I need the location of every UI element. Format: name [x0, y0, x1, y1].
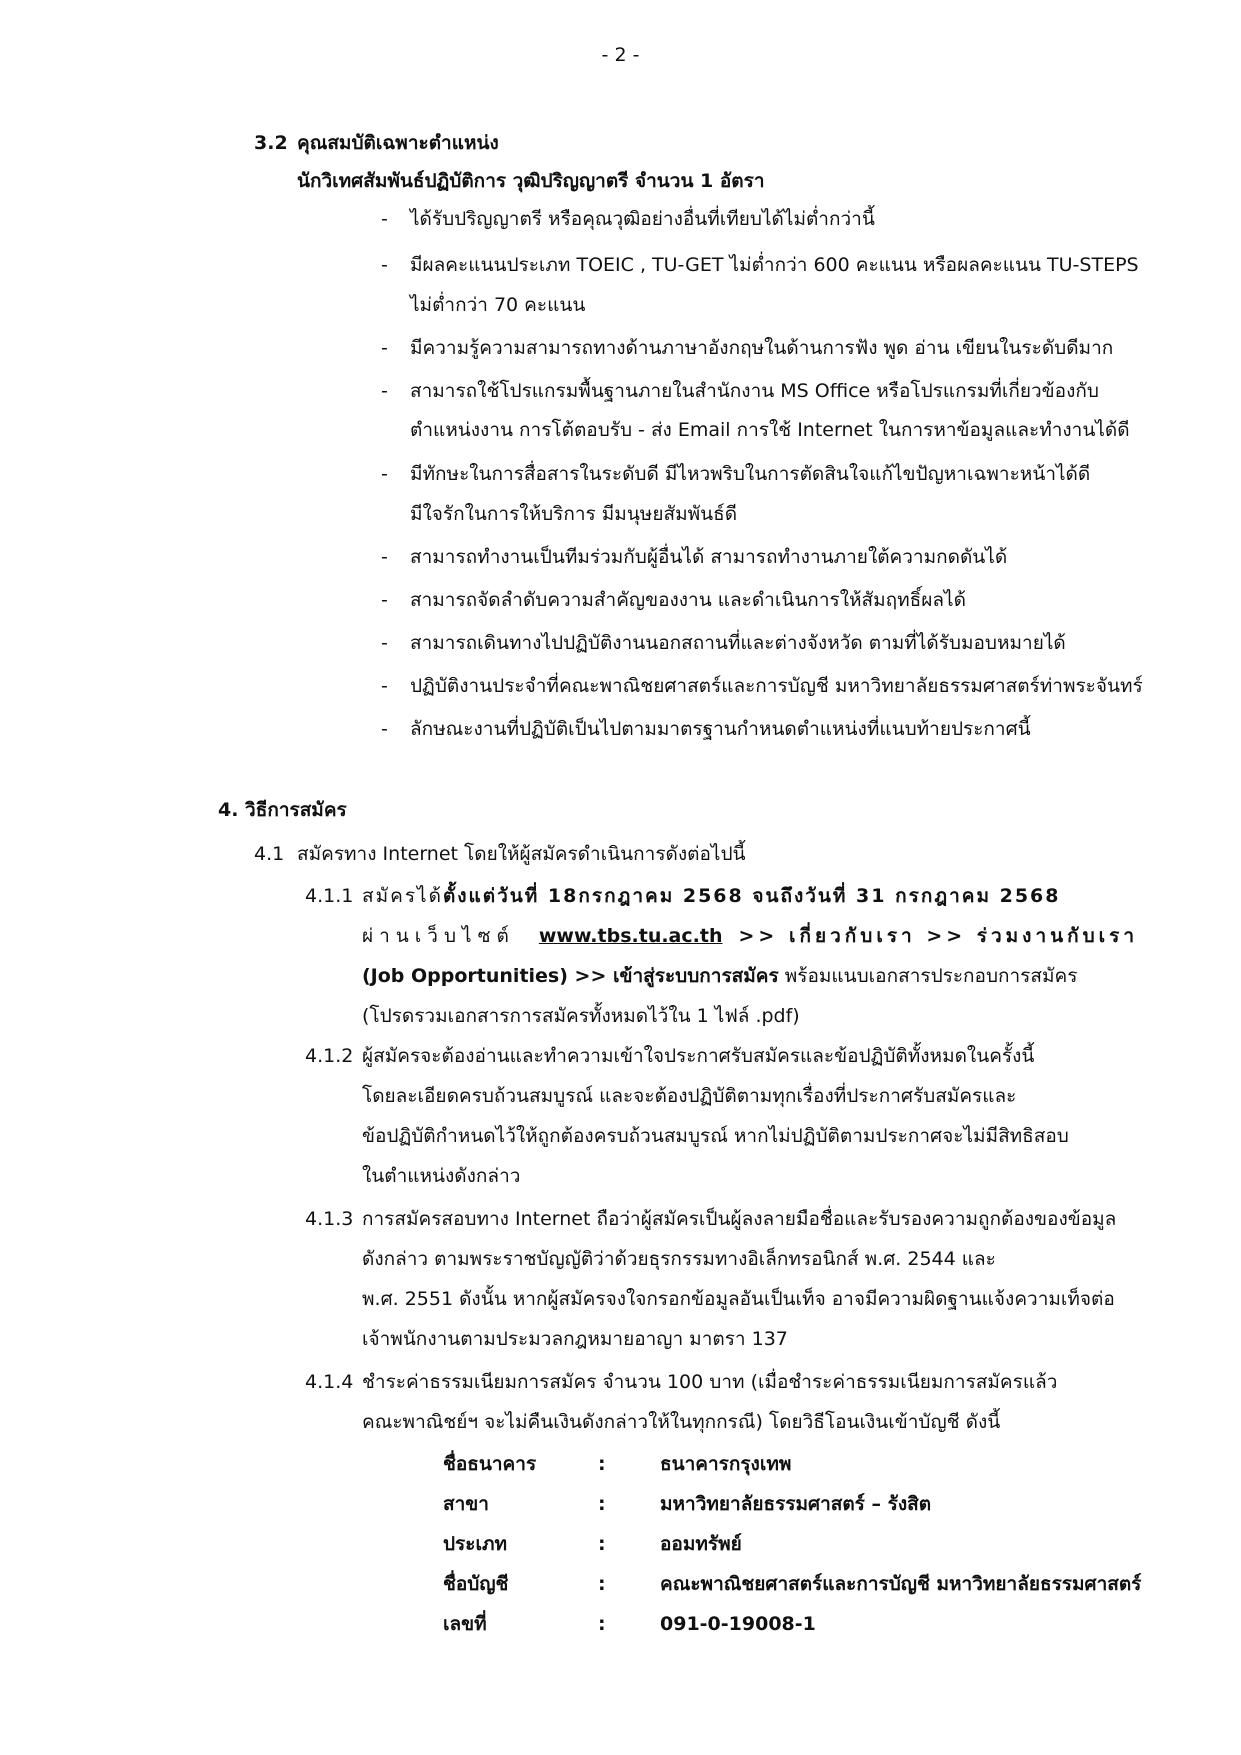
bullet-text: ปฏิบัติงานประจำที่คณะพาณิชยศาสตร์และการบัญชี มหาวิทยาลัยธรรมศาสตร์ท่าพระจันทร์ — [410, 675, 1143, 697]
bank-value: คณะพาณิชยศาสตร์และการบัญชี มหาวิทยาลัยธรรมศาสตร์ — [660, 1573, 1142, 1595]
bullet-dash: - — [381, 718, 388, 740]
item-4-1-2-line: ข้อปฏิบัติกำหนดไว้ให้ถูกต้องครบถ้วนสมบูรณ์ หากไม่ปฏิบัติตามประกาศจะไม่มีสิทธิสอบ — [362, 1125, 1069, 1147]
item-4-1-4-line: ชำระค่าธรรมเนียมการสมัคร จำนวน 100 บาท (เมื่อชำระค่าธรรมเนียมการสมัครแล้ว — [362, 1371, 1058, 1393]
bullet-text-continued: มีใจรักในการให้บริการ มีมนุษยสัมพันธ์ดี — [410, 503, 738, 525]
item-4-1-2-line: ผู้สมัครจะต้องอ่านและทำความเข้าใจประกาศรับสมัครและข้อปฏิบัติทั้งหมดในครั้งนี้ — [362, 1045, 1035, 1067]
website-prefix: ผ่านเว็บไซต์ — [362, 925, 515, 947]
bank-label: สาขา — [443, 1493, 489, 1515]
bullet-text-continued: ไม่ต่ำกว่า 70 คะแนน — [410, 294, 586, 316]
bullet-text: สามารถทำงานเป็นทีมร่วมกับผู้อื่นได้ สามารถทำงานภายใต้ความกดดันได้ — [410, 546, 1008, 568]
website-link[interactable]: www.tbs.tu.ac.th — [538, 925, 723, 947]
section-3-2-number: 3.2 — [254, 132, 288, 154]
item-4-1-1-prefix: สมัครได้ — [362, 885, 443, 907]
item-4-1-1-line-4: (โปรดรวมเอกสารการสมัครทั้งหมดไว้ใน 1 ไฟล์ .pdf) — [362, 1005, 800, 1027]
item-4-1-2-line: โดยละเอียดครบถ้วนสมบูรณ์ และจะต้องปฏิบัติตามทุกเรื่องที่ประกาศรับสมัครและ — [362, 1085, 1017, 1107]
item-4-1-1-line-3 — [362, 962, 1077, 990]
bank-value: 091-0-19008-1 — [660, 1613, 816, 1635]
bullet-dash: - — [381, 463, 388, 485]
bullet-text: มีความรู้ความสามารถทางด้านภาษาอังกฤษในด้านการฟัง พูด อ่าน เขียนในระดับดีมาก — [410, 337, 1114, 359]
item-4-1-3-line: ดังกล่าว ตามพระราชบัญญัติว่าด้วยธุรกรรมทางอิเล็กทรอนิกส์ พ.ศ. 2544 และ — [362, 1248, 996, 1270]
bullet-dash: - — [381, 589, 388, 611]
bullet-dash: - — [381, 337, 388, 359]
item-4-1-3-line: พ.ศ. 2551 ดังนั้น หากผู้สมัครจงใจกรอกข้อมูลอันเป็นเท็จ อาจมีความผิดฐานแจ้งความเท็จต่อ — [362, 1288, 1115, 1310]
bank-colon: : — [598, 1533, 606, 1555]
bank-label: เลขที่ — [443, 1613, 487, 1635]
section-3-2-heading: คุณสมบัติเฉพาะตำแหน่ง — [297, 132, 499, 154]
bullet-text-continued: ตำแหน่งงาน การโต้ตอบรับ - ส่ง Email การใช้ Internet ในการหาข้อมูลและทำงานได้ดี — [410, 419, 1130, 441]
item-4-1-4-line: คณะพาณิชย์ฯ จะไม่คืนเงินดังกล่าวให้ในทุกกรณี) โดยวิธีโอนเงินเข้าบัญชี ดังนี้ — [362, 1411, 1001, 1433]
bank-colon: : — [598, 1613, 606, 1635]
item-4-1-1-line-1 — [362, 882, 1060, 910]
item-4-1-3-line: เจ้าพนักงานตามประมวลกฎหมายอาญา มาตรา 137 — [362, 1328, 788, 1350]
bank-row-account-number — [443, 1610, 1163, 1638]
section-4-1-number: 4.1 — [254, 843, 285, 865]
item-4-1-3-line: การสมัครสอบทาง Internet ถือว่าผู้สมัครเป็นผู้ลงลายมือชื่อและรับรองความถูกต้องของข้อมูล — [362, 1208, 1117, 1230]
position-title: นักวิเทศสัมพันธ์ปฏิบัติการ วุฒิปริญญาตรี จำนวน 1 อัตรา — [297, 170, 765, 192]
section-4-heading: 4. วิธีการสมัคร — [218, 799, 347, 821]
bank-row-branch — [443, 1490, 1163, 1518]
attachment-note: พร้อมแนบเอกสารประกอบการสมัคร — [778, 965, 1078, 987]
bank-value: ออมทรัพย์ — [660, 1533, 742, 1555]
bullet-dash: - — [381, 380, 388, 402]
bullet-text: มีทักษะในการสื่อสารในระดับดี มีไหวพริบในการตัดสินใจแก้ไขปัญหาเฉพาะหน้าได้ดี — [410, 463, 1091, 485]
bank-label: ประเภท — [443, 1533, 508, 1555]
bullet-text: สามารถจัดลำดับความสำคัญของงาน และดำเนินการให้สัมฤทธิ์ผลได้ — [410, 589, 966, 611]
navigation-path: >> เกี่ยวกับเรา >> ร่วมงานกับเรา — [738, 925, 1139, 947]
bullet-dash: - — [381, 546, 388, 568]
bullet-text: ได้รับปริญญาตรี หรือคุณวุฒิอย่างอื่นที่เทียบได้ไม่ต่ำกว่านี้ — [410, 208, 875, 230]
application-period: ตั้งแต่วันที่ 18กรกฎาคม 2568 จนถึงวันที่ 31 กรกฎาคม 2568 — [442, 885, 1061, 907]
item-4-1-1-number: 4.1.1 — [305, 885, 354, 907]
bank-row-name — [443, 1450, 1163, 1478]
bank-value: ธนาคารกรุงเทพ — [660, 1453, 792, 1475]
bullet-dash: - — [381, 632, 388, 654]
bank-value: มหาวิทยาลัยธรรมศาสตร์ – รังสิต — [660, 1493, 932, 1515]
bank-row-account-name — [443, 1570, 1163, 1598]
bullet-text: สามารถเดินทางไปปฏิบัติงานนอกสถานที่และต่างจังหวัด ตามที่ได้รับมอบหมายได้ — [410, 632, 1066, 654]
bullet-dash: - — [381, 208, 388, 230]
item-4-1-3-number: 4.1.3 — [305, 1208, 354, 1230]
bullet-text: ลักษณะงานที่ปฏิบัติเป็นไปตามมาตรฐานกำหนดตำแหน่งที่แนบท้ายประกาศนี้ — [410, 718, 1031, 740]
bullet-text: มีผลคะแนนประเภท TOEIC , TU-GET ไม่ต่ำกว่า 600 คะแนน หรือผลคะแนน TU-STEPS — [410, 254, 1139, 276]
item-4-1-2-number: 4.1.2 — [305, 1045, 354, 1067]
item-4-1-1-line-2 — [362, 922, 1138, 950]
bank-label: ชื่อธนาคาร — [443, 1453, 537, 1475]
bank-colon: : — [598, 1573, 606, 1595]
bullet-dash: - — [381, 675, 388, 697]
section-4-1-text: สมัครทาง Internet โดยให้ผู้สมัครดำเนินการดังต่อไปนี้ — [297, 843, 746, 865]
bullet-dash: - — [381, 254, 388, 276]
bank-row-type — [443, 1530, 1163, 1558]
bank-colon: : — [598, 1493, 606, 1515]
item-4-1-4-number: 4.1.4 — [305, 1371, 354, 1393]
bank-colon: : — [598, 1453, 606, 1475]
item-4-1-2-line: ในตำแหน่งดังกล่าว — [362, 1165, 521, 1187]
page-number: - 2 - — [601, 44, 640, 66]
bank-label: ชื่อบัญชี — [443, 1573, 509, 1595]
job-opportunities-path: (Job Opportunities) >> เข้าสู่ระบบการสมัคร — [362, 965, 779, 987]
bullet-text: สามารถใช้โปรแกรมพื้นฐานภายในสำนักงาน MS Office หรือโปรแกรมที่เกี่ยวข้องกับ — [410, 380, 1099, 402]
